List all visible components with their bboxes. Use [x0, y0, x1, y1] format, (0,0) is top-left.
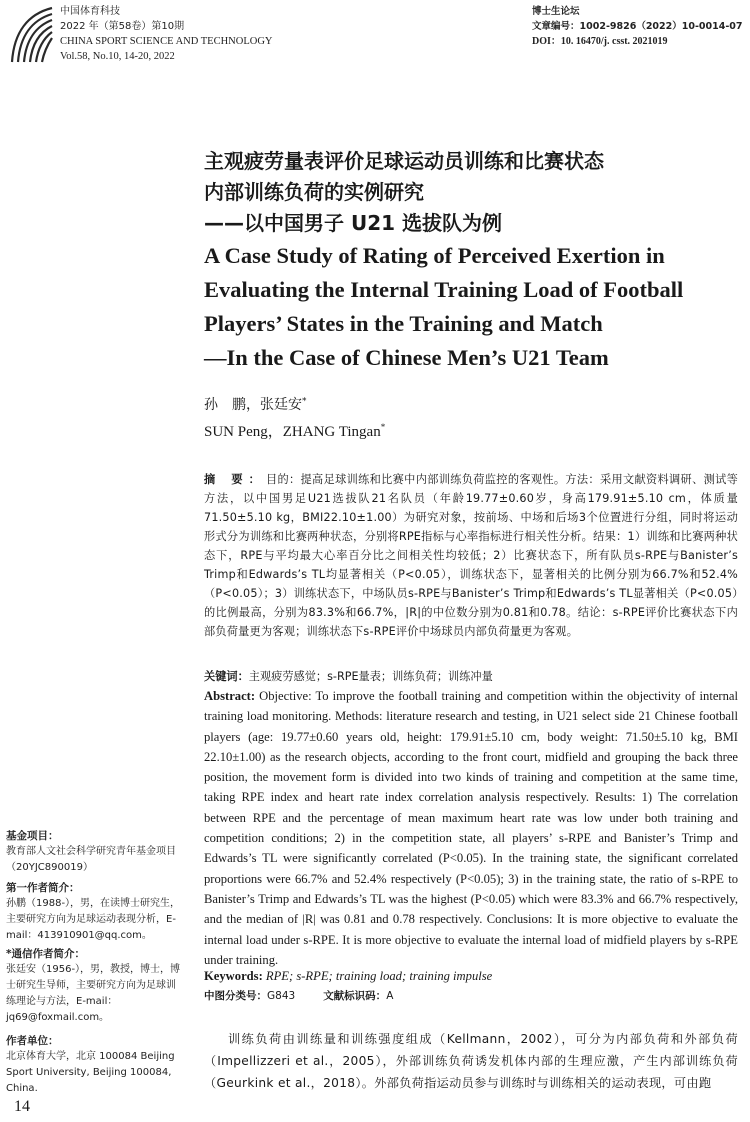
clc-value: G843: [267, 990, 296, 1002]
corresponding-mark: *: [302, 396, 307, 407]
abstract-cn-label: 摘 要：: [204, 473, 266, 486]
authors-cn: [204, 394, 307, 414]
authors-en-names: SUN Peng，ZHANG Tingan: [204, 424, 381, 440]
column-name: 博士生论坛: [532, 6, 580, 17]
page-number: 14: [14, 1098, 30, 1115]
affiliation-info: [6, 1033, 184, 1097]
corresponding-author-info: [6, 946, 184, 1026]
abstract-en-label: Abstract:: [204, 689, 256, 703]
first-author-title: 第一作者简介：: [6, 882, 80, 894]
first-author-text: 孙鹏（1988-），男，在读博士研究生，主要研究方向为足球运动表现分析，E-mail：413910901@qq.com。: [6, 898, 181, 941]
article-number: 文章编号：1002-9826（2022）10-0014-07: [532, 21, 743, 32]
article-info: [532, 4, 743, 49]
corresponding-author-title: *通信作者简介：: [6, 948, 85, 960]
journal-name-en: CHINA SPORT SCIENCE AND TECHNOLOGY: [60, 36, 273, 47]
abstract-en-text: Objective: To improve the football training and competition within the objectivity of internal training load monitoring. Methods: literature research and testing, in U21 select side 21 Chinese football players (age: 19.77±0.60 years old, height: 179.91±5.10 cm, body weight: 71.50±5.10 kg, BMI 22.10±1.00) as the research objects, according to the front court, midfield and grouping the back three position, the movement form is divided into two kinds of training and competition at the same time, taking RPE index and heart rate index correlation analysis respectively. Results: 1) The correlation between RPE and the percentage of mean maximum heart rate was low under both training and competition conditions; 2) in the competition state, all players’ s-RPE and Banister’s Trimp and Edwards’s TL were significantly correlated (P<0.05). In the training state, the significant correlated proportions were 66.7% and 52.4% respectively (P<0.05); 3) in the training state, the ratio of s-RPE to Banister’s Trimp and Edwards’s TL was the highest (P<0.05) which were 83.3% and 66.7% respectively, and the median of |R| was 0.81 and 0.78 respectively. Conclusions: It is more objective to evaluate the internal load under s-RPE. It is more objective to evaluate the internal load of midfield players by s-RPE under training.: [204, 689, 738, 967]
clc-label: 中图分类号：: [204, 990, 267, 1002]
title-en-line: —In the Case of Chinese Men’s U21 Team: [204, 345, 609, 370]
keywords-cn-label: 关键词：: [204, 670, 249, 683]
keywords-en-label: Keywords:: [204, 969, 263, 983]
fund-title: 基金项目：: [6, 830, 59, 842]
issue-en: Vol.58, No.10, 14-20, 2022: [60, 51, 175, 62]
affiliation-title: 作者单位：: [6, 1035, 59, 1047]
keywords-en-text: RPE; s-RPE; training load; training impulse: [265, 969, 493, 983]
doi: DOI：10. 16470/j. csst. 2021019: [532, 36, 668, 47]
title-en-line: A Case Study of Rating of Perceived Exertion in: [204, 243, 665, 268]
keywords-en: [204, 966, 738, 986]
title-cn-line: 内部训练负荷的实例研究: [204, 180, 424, 204]
doc-code-value: A: [386, 990, 394, 1002]
journal-name-cn: 中国体育科技: [60, 6, 120, 17]
classification: [204, 988, 393, 1003]
first-author-info: [6, 880, 184, 944]
authors-en: [204, 420, 385, 441]
body-paragraph: 训练负荷由训练量和训练强度组成（Kellmann，2002），可分为内部负荷和外部负荷（Impellizzeri et al.，2005），外部训练负荷诱发机体内部的生理应激，产生内部训练负荷（Geurkink et al.，2018）。外部负荷指运动员参与训练时与训练相关的运动表现，可由跑: [204, 1032, 738, 1090]
title-cn-line: ——以中国男子 U21 选拔队为例: [204, 211, 502, 235]
journal-logo-icon: [6, 4, 58, 66]
corresponding-mark: *: [380, 422, 386, 432]
issue-cn: 2022 年（第58卷）第10期: [60, 21, 185, 32]
affiliation-text: 北京体育大学，北京 100084 Beijing Sport University, Beijing 100084, China.: [6, 1051, 175, 1094]
keywords-cn: [204, 667, 738, 686]
authors-cn-names: 孙 鹏，张廷安: [204, 397, 302, 413]
title-en-line: Evaluating the Internal Training Load of Football: [204, 277, 684, 302]
title-cn-line: 主观疲劳量表评价足球运动员训练和比赛状态: [204, 149, 604, 173]
title-en-line: Players’ States in the Training and Match: [204, 311, 603, 336]
title-cn: [204, 146, 604, 239]
abstract-en: [204, 686, 738, 970]
doc-code-label: 文献标识码：: [323, 990, 387, 1002]
fund-info: [6, 828, 184, 876]
corresponding-author-text: 张廷安（1956-），男，教授，博士，博士研究生导师，主要研究方向为足球训练理论与方法，E-mail：jq69@foxmail.com。: [6, 964, 181, 1023]
abstract-cn-text: 目的：提高足球训练和比赛中内部训练负荷监控的客观性。方法：采用文献资料调研、测试等方法，以中国男足U21选拔队21名队员（年龄19.77±0.60岁，身高179.91±5.10 cm，体质量71.50±5.10 kg，BMI22.10±1.00）为研究对象，按前场、中场和后场3个位置进行分组，同时将运动形式分为训练和比赛两种状态，分别将RPE指标与心率指标进行相关性分析。结果：1）训练和比赛两种状态下，RPE与平均最大心率百分比之间相关性均较低；2）比赛状态下，所有队员s-RPE与Banister’s Trimp和Edwards’s TL均显著相关（P<0.05），训练状态下，显著相关的比例分别为66.7%和52.4%（P<0.05）；3）训练状态下，中场队员s-RPE与Banister’s Trimp和Edwards’s TL显著相关（P<0.05）的比例最高，分别为83.3%和66.7%，|R|的中位数分别为0.81和0.78。结论：s-RPE评价比赛状态下内部负荷量更为客观；训练状态下s-RPE评价中场球员内部负荷量更为客观。: [204, 473, 739, 638]
keywords-cn-text: 主观疲劳感觉；s-RPE量表；训练负荷；训练冲量: [248, 670, 493, 683]
fund-text: 教育部人文社会科学研究青年基金项目（20YJC890019）: [6, 846, 176, 873]
abstract-cn: [204, 470, 738, 641]
journal-header: [60, 4, 273, 64]
title-en: [204, 239, 683, 375]
